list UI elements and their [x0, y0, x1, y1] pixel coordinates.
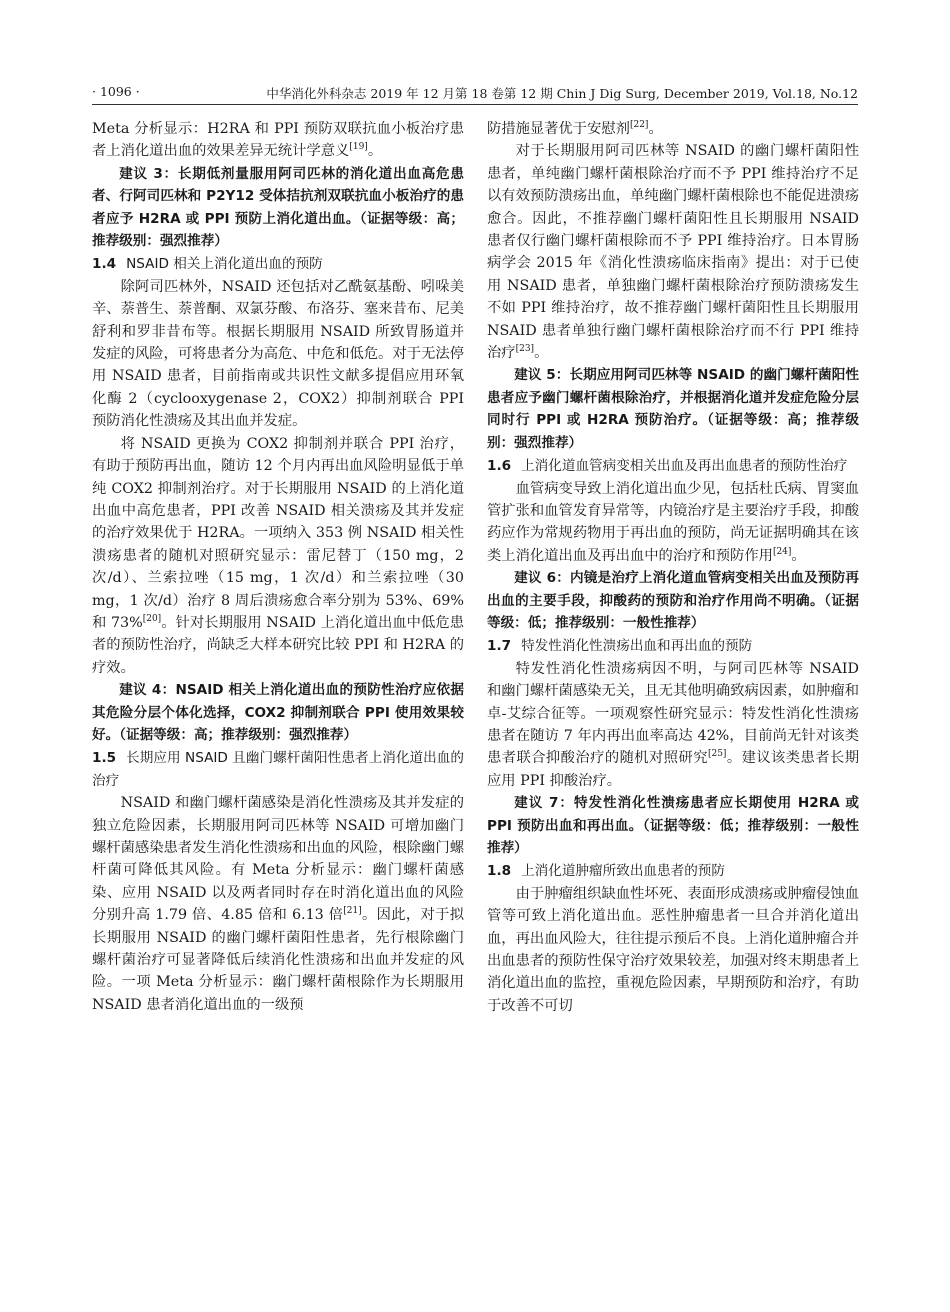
section-heading-1-7: [487, 635, 859, 657]
section-heading-1-6: [487, 455, 859, 477]
section-title: NSAID 相关上消化道出血的预防: [126, 256, 323, 273]
page-header: [92, 82, 858, 106]
paragraph: 防措施显著优于安慰剂[22]。: [487, 120, 663, 137]
section-number: 1.4: [92, 256, 117, 273]
citation-ref: [24]: [772, 546, 792, 557]
citation-ref: [19]: [349, 142, 368, 153]
recommendation-7: 建议 7：特发性消化性溃疡患者应长期使用 H2RA 或 PPI 预防出血和再出血。（证据等级：低；推荐级别：一般性推荐）: [487, 795, 859, 856]
paragraph: 将 NSAID 更换为 COX2 抑制剂并联合 PPI 治疗，有助于预防再出血，随访 12 个月内再出血风险明显低于单纯 COX2 抑制剂治疗。对于长期服用 NSAID 的上消化道出血中高危患者，PPI 改善 NSAID 相关溃疡及其并发症的治疗效果优于 H2RA。一项纳入 353 例 NSAID 相关性溃疡患者的随机对照研究显示：雷尼替丁（150 mg，2 次/d）、兰索拉唑（15 mg，1 次/d）和兰索拉唑（30 mg，1 次/d）治疗 8 周后溃疡愈合率分别为 53%、69%和 73%[20]。针对长期服用 NSAID 上消化道出血中低危患者的预防性治疗，尚缺乏大样本研究比较 PPI 和 H2RA 的疗效。: [92, 435, 464, 676]
recommendation-3: 建议 3：长期低剂量服用阿司匹林的消化道出血高危患者、行阿司匹林和 P2Y12 受体拮抗剂双联抗血小板治疗的患者应予 H2RA 或 PPI 预防上消化道出血。（证据等级：高；推荐级别：强烈推荐）: [92, 165, 464, 250]
section-number: 1.6: [487, 458, 512, 475]
section-heading-1-4: [92, 253, 464, 275]
citation-ref: [23]: [515, 344, 535, 355]
paragraph: NSAID 和幽门螺杆菌感染是消化性溃疡及其并发症的独立危险因素，长期服用阿司匹林等 NSAID 可增加幽门螺杆菌感染患者发生消化性溃疡和出血的风险，根除幽门螺杆菌可降低其风险。有 Meta 分析显示：幽门螺杆菌感染、应用 NSAID 以及两者同时存在时消化道出血的风险分别升高 1.79 倍、4.85 倍和 6.13 倍[21]。因此，对于拟长期服用 NSAID 的幽门螺杆菌阳性患者，先行根除幽门螺杆菌治疗可显著降低后续消化性溃疡和出血并发症的风险。一项 Meta 分析显示：幽门螺杆菌根除作为长期服用 NSAID 患者消化道出血的一级预: [92, 795, 464, 1013]
paragraph: 对于长期服用阿司匹林等 NSAID 的幽门螺杆菌阳性患者，单纯幽门螺杆菌根除治疗而不予 PPI 维持治疗不足以有效预防溃疡出血，单纯幽门螺杆菌根除也不能促进溃疡愈合。因此，不推荐幽门螺杆菌阳性且长期服用 NSAID 患者仅行幽门螺杆菌根除而不予 PPI 维持治疗。日本胃肠病学会 2015 年《消化性溃疡临床指南》提出：对于已使用 NSAID 患者，单独幽门螺杆菌根除治疗预防溃疡发生不如 PPI 维持治疗，故不推荐幽门螺杆菌阳性且长期服用 NSAID 患者单独行幽门螺杆菌根除治疗而不行 PPI 维持治疗[23]。: [487, 143, 859, 362]
journal-citation: 中华消化外科杂志 2019 年 12 月第 18 卷第 12 期 Chin J Dig Surg, December 2019, Vol.18, No.12: [266, 86, 858, 101]
citation-ref: [22]: [629, 120, 649, 130]
paragraph: 特发性消化性溃疡病因不明，与阿司匹林等 NSAID 和幽门螺杆菌感染无关，且无其他明确致病因素，如肿瘤和卓-艾综合征等。一项观察性研究显示：特发性消化性溃疡患者在随访 7 年内再出血率高达 42%，目前尚无针对该类患者联合抑酸治疗的随机对照研究[25]。建议该类患者长期应用 PPI 抑酸治疗。: [487, 660, 860, 789]
paragraph: 由于肿瘤组织缺血性坏死、表面形成溃疡或肿瘤侵蚀血管等可致上消化道出血。恶性肿瘤患者一旦合并消化道出血，再出血风险大，往往提示预后不良。上消化道肿瘤合并出血患者的预防性保守治疗效果较差，加强对终末期患者上消化道出血的监控，重视危险因素，早期预防和治疗，有助于改善不可切: [487, 885, 859, 1014]
section-title: 上消化道肿瘤所致出血患者的预防: [521, 863, 725, 880]
citation-ref: [25]: [707, 749, 727, 760]
paragraph: 除阿司匹林外，NSAID 还包括对乙酰氨基酚、吲哚美辛、萘普生、萘普酮、双氯芬酸、布洛芬、塞来昔布、尼美舒利和罗非昔布等。根据长期服用 NSAID 所致胃肠道并发症的风险，可将患者分为高危、中危和低危。对于无法停用 NSAID 患者，目前指南或共识性文献多提倡应用环氧化酶 2（cyclooxygenase 2，COX2）抑制剂联合 PPI 预防消化性溃疡及其出血并发症。: [92, 278, 464, 430]
paragraph: 血管病变导致上消化道出血少见，包括杜氏病、胃窦血管扩张和血管发育异常等，内镜治疗是主要治疗手段，抑酸药应作为常规药物用于再出血的预防，尚无证据明确其在该类上消化道出血及再出血中的治疗和预防作用[24]。: [487, 480, 859, 564]
citation-ref: [21]: [343, 906, 362, 917]
recommendation-6: 建议 6：内镜是治疗上消化道血管病变相关出血及预防再出血的主要手段，抑酸药的预防和治疗作用尚不明确。（证据等级：低；推荐级别：一般性推荐）: [487, 570, 859, 631]
section-heading-1-8: [487, 860, 859, 882]
section-title: 长期应用 NSAID 且幽门螺杆菌阳性患者上消化道出血的治疗: [92, 750, 464, 789]
recommendation-4: 建议 4：NSAID 相关上消化道出血的预防性治疗应依据其危险分层个体化选择，COX2 抑制剂联合 PPI 使用效果较好。（证据等级：高；推荐级别：强烈推荐）: [92, 682, 464, 743]
section-heading-1-5: [92, 747, 464, 792]
paragraph: Meta 分析显示：H2RA 和 PPI 预防双联抗血小板治疗患者上消化道出血的效果差异无统计学意义[19]。: [92, 121, 464, 160]
section-number: 1.7: [487, 638, 512, 655]
right-column: [487, 118, 859, 1017]
left-column: [92, 118, 464, 1016]
page-number: · 1096 ·: [92, 84, 140, 99]
header-divider: [92, 104, 858, 105]
section-number: 1.5: [92, 750, 117, 767]
section-title: 上消化道血管病变相关出血及再出血患者的预防性治疗: [521, 458, 848, 475]
section-title: 特发性消化性溃疡出血和再出血的预防: [521, 638, 753, 655]
citation-ref: [20]: [142, 613, 162, 624]
section-number: 1.8: [487, 863, 512, 880]
recommendation-5: 建议 5：长期应用阿司匹林等 NSAID 的幽门螺杆菌阳性患者应予幽门螺杆菌根除治疗，并根据消化道并发症危险分层同时行 PPI 或 H2RA 预防治疗。（证据等级：高；推荐级别：强烈推荐）: [487, 367, 859, 451]
